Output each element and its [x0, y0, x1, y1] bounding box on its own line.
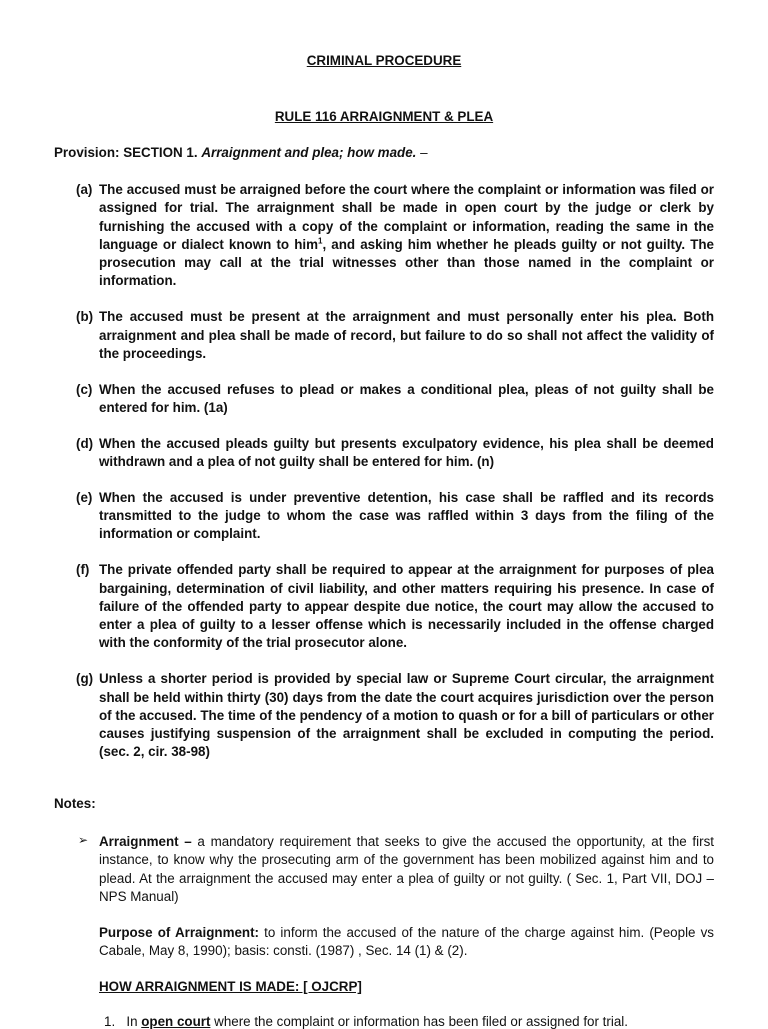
clause-text: When the accused pleads guilty but presents exculpatory evidence, his plea shall be deemed withdrawn and a plea of not guilty shall be entered for him. (n) [99, 435, 714, 470]
clause-label: (a) [76, 182, 93, 197]
document-title: CRIMINAL PROCEDURE [306, 53, 462, 68]
clause-text: Unless a shorter period is provided by special law or Supreme Court circular, the arraignment shall be held within thirty (30) days from the date the court acquires jurisdiction over the person of the accused. The time of the pendency of a motion to quash or for a bill of particulars or other causes justifying suspension of the arraignment shall be excluded in computing the period. (sec. 2, cir. 38-98) [99, 671, 714, 760]
step-number: 1. [104, 1014, 116, 1029]
arrow-bullet-icon: ➢ [78, 833, 89, 847]
note-text: a mandatory requirement that seeks to give the accused the opportunity, at the first instance, to know why the prosecuting arm of the government has been mobilized against him and to plead. At the arraignment the accused may enter a plea of guilty or not guilty. ( Sec. 1, Part VII, DOJ – NPS Manual) [99, 834, 715, 904]
clause-label: (f) [76, 562, 90, 578]
note-arraignment [99, 833, 714, 906]
clause-text: The accused must be present at the arraignment and must personally enter his plea. Both arraignment and plea shall be made of record, but failure to do so shall not affect the validity of the proceedings. [99, 309, 714, 361]
rule-title: RULE 116 ARRAIGNMENT & PLEA [274, 109, 494, 124]
notes-heading: Notes: [54, 796, 96, 811]
clause-label: (d) [76, 435, 94, 451]
clause-list [76, 181, 714, 779]
step-pre: In [126, 1014, 142, 1029]
provision-dash: – [420, 145, 428, 160]
clause-e [76, 489, 714, 544]
clause-label: (e) [76, 489, 93, 505]
step-item [104, 1014, 628, 1029]
clause-text: The private offended party shall be required to appear at the arraignment for purposes of plea bargaining, determination of civil liability, and other matters requiring his presence. In case of failure of the offended party to appear despite due notice, the court may allow the accused to enter a plea of guilty to a lesser offense which is necessarily included in the offense charged with the conformity of the trial prosecutor alone. [99, 562, 714, 651]
clause-label: (b) [76, 309, 94, 325]
purpose-text: to inform the accused of the nature of the charge against him. (People vs Cabale, May 8, 1990); basis: consti. (1987) , Sec. 14 (1) & (2). [99, 925, 714, 959]
clause-c [76, 381, 714, 418]
clause-d [76, 435, 714, 472]
clause-label: (g) [76, 671, 94, 687]
clause-f [76, 561, 714, 652]
purpose-term: Purpose of Arraignment: [99, 925, 260, 940]
step-term: open court [141, 1014, 211, 1029]
clause-b [76, 308, 714, 363]
clause-text: When the accused refuses to plead or makes a conditional plea, pleas of not guilty shall be entered for him. (1a) [99, 381, 714, 415]
clause-label: (c) [76, 381, 93, 397]
clause-a [76, 181, 714, 291]
provision-label: Provision: SECTION 1. [54, 145, 198, 160]
provision-heading [54, 145, 428, 160]
footnote-marker[interactable]: 1 [318, 236, 323, 246]
how-arraignment-heading: HOW ARRAIGNMENT IS MADE: [ OJCRP] [99, 979, 362, 994]
clause-text: When the accused is under preventive detention, his case shall be raffled and its records transmitted to the judge to whom the case was raffled within 3 days from the filing of the information or complaint. [99, 489, 714, 542]
clause-g [76, 670, 714, 761]
provision-title: Arraignment and plea; how made. [201, 145, 417, 160]
clause-text: The accused must be arraigned before the court where the complaint or information was filed or assigned for trial. The arraignment shall be made in open court by the judge or clerk by furnishing the accused with a copy of the complaint or information, reading the same in the language or dialect known to him [99, 182, 714, 252]
step-text: where the complaint or information has been filed or assigned for trial. [210, 1014, 628, 1029]
clause-text-continued: , and asking him whether he pleads guilty or not guilty. The prosecution may call at the trial witnesses other than those named in the complaint or information. [99, 236, 715, 289]
note-purpose [99, 924, 714, 961]
note-term: Arraignment – [99, 834, 192, 849]
